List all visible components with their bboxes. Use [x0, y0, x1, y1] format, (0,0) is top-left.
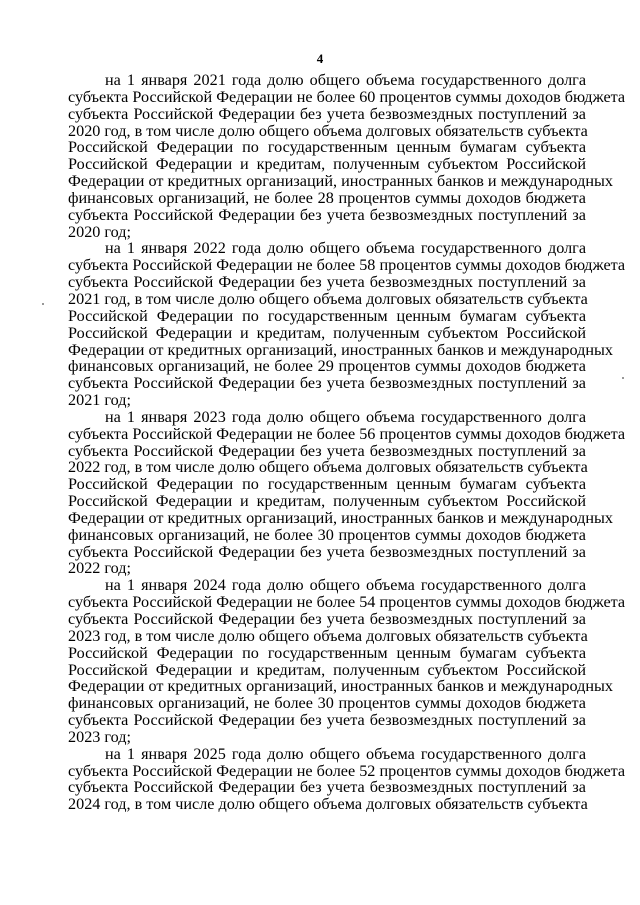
text-line: на 1 января 2023 года долю общего объема государственного долга: [105, 407, 586, 426]
page-number: 4: [316, 51, 324, 66]
text-line: финансовых организаций, не более 29 процентов суммы доходов бюджета: [68, 357, 586, 376]
text-line: субъекта Российской Федерации без учета безвозмездных поступлений за: [68, 711, 586, 730]
text-line: Российской Федерации по государственным ценным бумагам субъекта: [68, 475, 586, 494]
paragraph: [68, 239, 626, 410]
text-line: финансовых организаций, не более 30 процентов суммы доходов бюджета: [68, 525, 586, 544]
text-line: субъекта Российской Федерации не более 58 процентов суммы доходов бюджета: [68, 256, 626, 275]
text-line: Российской Федерации и кредитам, полученным субъектом Российской: [68, 492, 586, 511]
paragraph: [68, 407, 626, 578]
paragraph: [68, 71, 626, 241]
document-body: [68, 71, 626, 814]
text-line: Российской Федерации по государственным ценным бумагам субъекта: [68, 306, 586, 325]
text-line: 2023 год, в том числе долю общего объема долговых обязательств субъекта: [68, 626, 588, 645]
text-line: финансовых организаций, не более 28 процентов суммы доходов бюджета: [68, 188, 586, 207]
text-line: финансовых организаций, не более 30 процентов суммы доходов бюджета: [68, 694, 586, 713]
text-line: Российской Федерации по государственным ценным бумагам субъекта: [68, 643, 586, 662]
text-line: на 1 января 2021 года долю общего объема государственного долга: [105, 71, 586, 89]
text-line: 2022 год;: [68, 559, 132, 578]
text-line: субъекта Российской Федерации без учета безвозмездных поступлений за: [68, 610, 586, 628]
text-line: Федерации от кредитных организаций, иностранных банков и международных: [68, 508, 613, 527]
text-line: 2024 год, в том числе долю общего объема долговых обязательств субъекта: [68, 795, 588, 814]
text-line: 2023 год;: [68, 727, 132, 746]
text-line: Российской Федерации и кредитам, полученным субъектом Российской: [68, 323, 586, 342]
text-line: на 1 января 2025 года долю общего объема государственного долга: [105, 744, 586, 763]
scan-speck: [42, 303, 44, 305]
text-line: Российской Федерации и кредитам, полученным субъектом Российской: [68, 155, 586, 174]
paragraph: [68, 744, 626, 814]
text-line: субъекта Российской Федерации без учета безвозмездных поступлений за: [68, 104, 586, 123]
text-line: субъекта Российской Федерации без учета безвозмездных поступлений за: [68, 205, 586, 224]
text-line: 2020 год, в том числе долю общего объема долговых обязательств субъекта: [68, 121, 588, 140]
text-line: субъекта Российской Федерации не более 56 процентов суммы доходов бюджета: [68, 424, 626, 443]
scan-speck: [622, 377, 624, 379]
text-line: Российской Федерации по государственным ценным бумагам субъекта: [68, 138, 586, 157]
text-line: 2021 год;: [68, 391, 132, 410]
text-line: 2020 год;: [68, 222, 132, 241]
text-line: Федерации от кредитных организаций, иностранных банков и международных: [68, 340, 613, 359]
text-line: субъекта Российской Федерации не более 60 процентов суммы доходов бюджета: [68, 87, 626, 106]
text-line: субъекта Российской Федерации без учета безвозмездных поступлений за: [68, 542, 586, 561]
text-line: Федерации от кредитных организаций, иностранных банков и международных: [68, 677, 613, 696]
text-line: субъекта Российской Федерации без учета безвозмездных поступлений за: [68, 441, 586, 460]
text-line: субъекта Российской Федерации без учета безвозмездных поступлений за: [68, 374, 586, 393]
text-line: субъекта Российской Федерации не более 54 процентов суммы доходов бюджета: [68, 593, 626, 612]
text-line: субъекта Российской Федерации не более 52 процентов суммы доходов бюджета: [68, 761, 626, 780]
text-line: Федерации от кредитных организаций, иностранных банков и международных: [68, 172, 613, 191]
text-line: на 1 января 2024 года долю общего объема государственного долга: [105, 576, 586, 595]
text-line: субъекта Российской Федерации без учета безвозмездных поступлений за: [68, 273, 586, 292]
text-line: на 1 января 2022 года долю общего объема государственного долга: [105, 239, 586, 258]
text-line: 2021 год, в том числе долю общего объема долговых обязательств субъекта: [68, 289, 588, 308]
text-line: субъекта Российской Федерации без учета безвозмездных поступлений за: [68, 778, 586, 797]
text-line: 2022 год, в том числе долю общего объема долговых обязательств субъекта: [68, 458, 588, 477]
text-line: Российской Федерации и кредитам, полученным субъектом Российской: [68, 660, 586, 679]
paragraph: [68, 576, 626, 746]
